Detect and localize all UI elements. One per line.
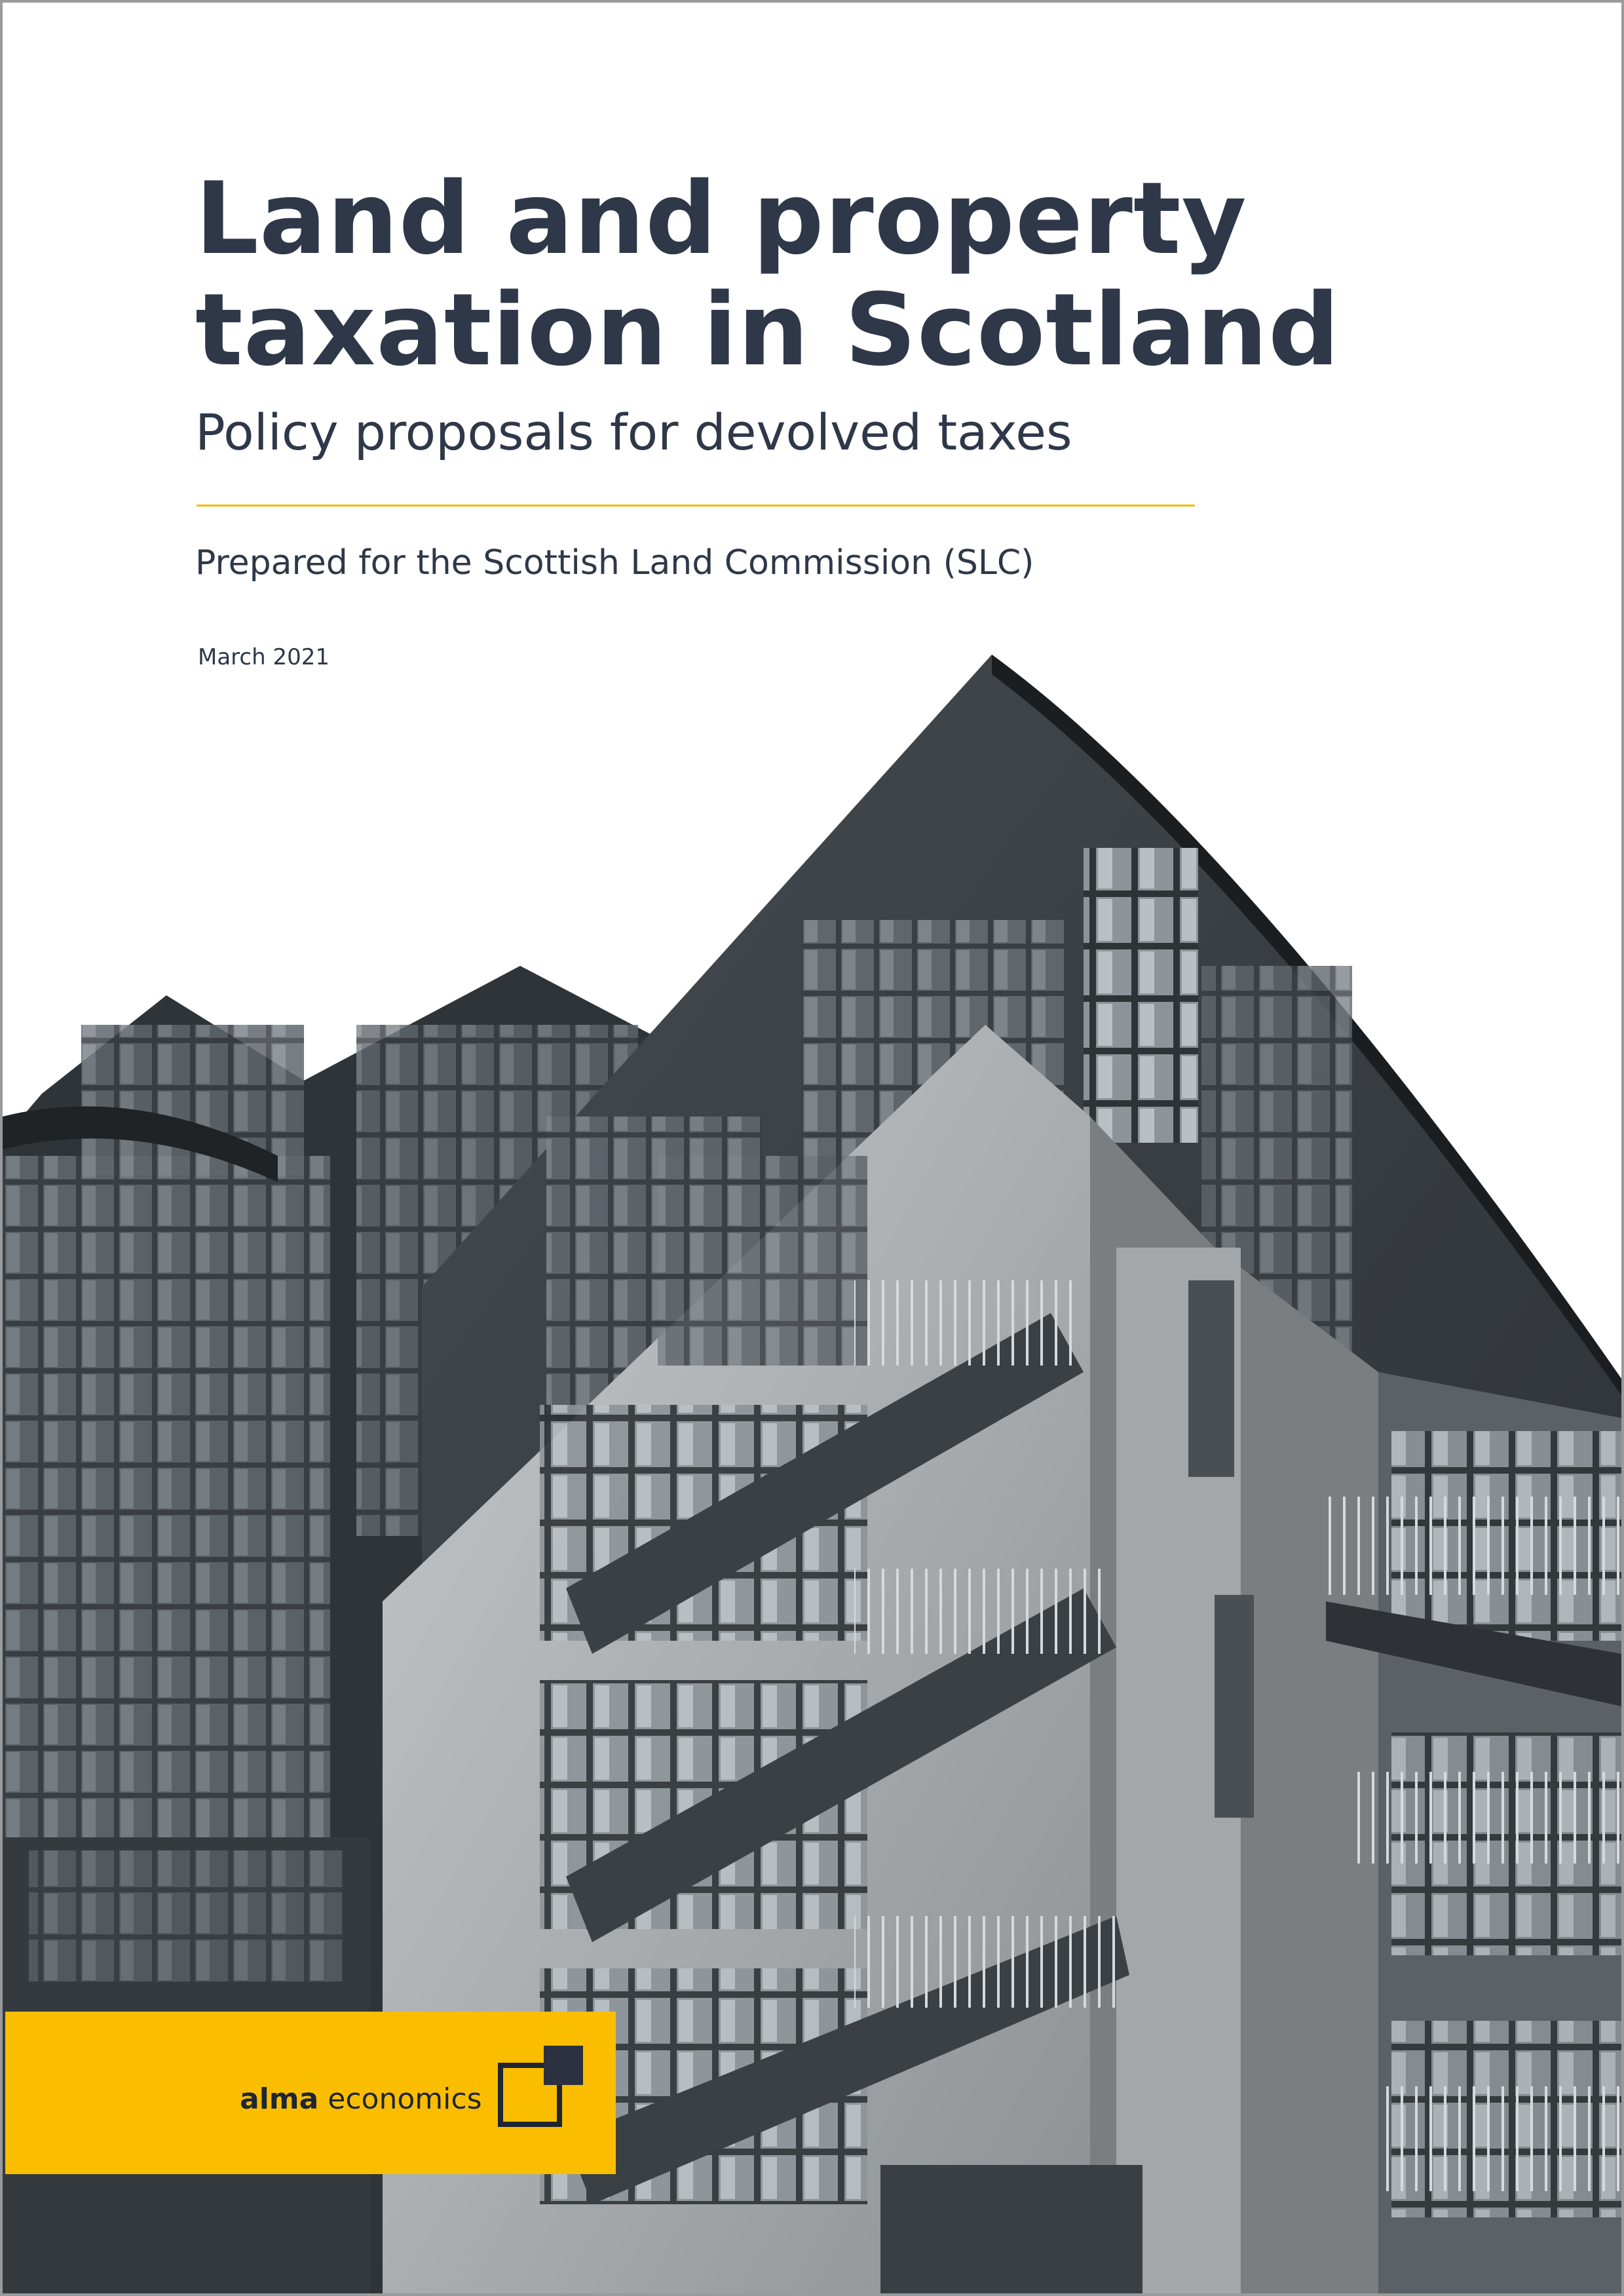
logo-brand-rest: economics <box>318 2082 482 2116</box>
alma-economics-logo-text <box>240 2081 482 2118</box>
building-photo-icon <box>3 3 1621 2293</box>
publication-date: March 2021 <box>198 644 330 670</box>
prepared-for-line: Prepared for the Scottish Land Commission (SLC) <box>195 543 1034 583</box>
title-line-2: taxation in Scotland <box>195 272 1340 388</box>
nested-squares-logo-icon <box>498 2043 586 2131</box>
logo-brand-bold: alma <box>240 2082 319 2116</box>
title-line-1: Land and property <box>195 161 1247 277</box>
report-subtitle: Policy proposals for devolved taxes <box>195 403 1072 461</box>
